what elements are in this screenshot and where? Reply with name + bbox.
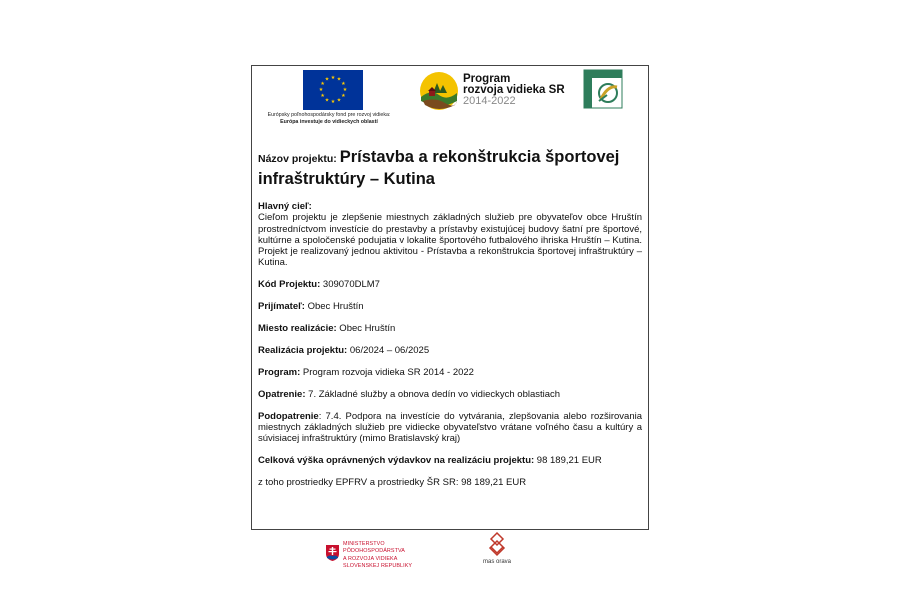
mas-orava-emblem-icon	[479, 530, 515, 560]
svg-text:★: ★	[320, 81, 325, 87]
code-value: 309070DLM7	[320, 279, 380, 291]
code-field	[258, 279, 642, 290]
svg-text:★: ★	[330, 75, 336, 81]
project-content	[258, 147, 642, 499]
prv-wordmark	[463, 74, 565, 107]
eu-fund-caption	[254, 112, 404, 126]
place-label: Miesto realizácie:	[258, 323, 337, 335]
header-logos	[252, 66, 648, 136]
svg-text:★: ★	[330, 99, 336, 105]
mas-orava-logo	[479, 530, 515, 574]
project-title	[258, 147, 642, 191]
project-poster	[251, 65, 649, 530]
mas-orava-label: mas orava	[482, 559, 511, 565]
measure-value: 7. Základné služby a obnova dedín vo vidieckych oblastiach	[305, 388, 561, 400]
period-field	[258, 345, 642, 356]
svg-text:★: ★	[324, 97, 330, 104]
prv-emblem-logo	[419, 71, 459, 111]
prv-line1: Program	[463, 73, 511, 85]
svg-text:★: ★	[318, 87, 324, 93]
submeasure-field	[258, 411, 642, 445]
recipient-label: Prijímateľ:	[258, 301, 305, 313]
prv-landscape-icon	[419, 71, 459, 111]
measure-field	[258, 389, 642, 400]
eu-stars-icon	[303, 70, 363, 110]
leader-emblem-icon	[583, 69, 623, 109]
prv-years: 2014-2022	[463, 95, 516, 107]
footer-logos	[0, 530, 900, 600]
sources-field	[258, 477, 642, 488]
submeasure-label: Podopatrenie	[258, 410, 319, 422]
program-value: Program rozvoja vidieka SR 2014 - 2022	[300, 366, 474, 378]
eu-flag-logo	[303, 70, 363, 110]
ministry-line1: MINISTERSTVO	[343, 541, 385, 547]
leader-logo	[583, 69, 623, 109]
sources-text: z toho prostriedky EPFRV a prostriedky ŠR SR: 98 189,21 EUR	[258, 477, 527, 489]
goal-text: Cieľom projektu je zlepšenie miestnych základných služieb pre obyvateľov obce Hruštín prostredníctvom investície do prestavby a prístavby existujúcej budovy šatní pre športové, kultúrne a spoločenské podujatia v lokalite športového futbalového ihriska Hruštín – Kutina. Projekt je realizovaný jednou aktivitou - Prístavba a rekonštrukcia športovej infraštruktúry – Kutina.	[258, 212, 642, 269]
period-value: 06/2024 – 06/2025	[347, 345, 430, 357]
recipient-field	[258, 301, 642, 312]
svg-text:★: ★	[320, 93, 325, 99]
svg-text:★: ★	[342, 87, 348, 93]
code-label: Kód Projektu:	[258, 279, 321, 291]
title-value: Prístavba a rekonštrukcia športovej infraštruktúry – Kutina	[258, 148, 620, 188]
total-label: Celková výška oprávnených výdavkov na realizáciu projektu:	[258, 455, 535, 467]
eu-caption-line2: Európa investuje do vidieckych oblastí	[280, 119, 378, 125]
ministry-line2: PÔDOHOSPODÁRSTVA	[343, 548, 406, 555]
measure-label: Opatrenie:	[258, 388, 306, 400]
place-field	[258, 323, 642, 334]
goal-field	[258, 201, 642, 269]
period-label: Realizácia projektu:	[258, 345, 348, 357]
ministry-line4: SLOVENSKEJ REPUBLIKY	[343, 562, 413, 569]
prv-line2: rozvoja vidieka SR	[463, 84, 565, 96]
ministry-name	[343, 541, 412, 570]
ministry-line3: A ROZVOJA VIDIEKA	[343, 555, 398, 562]
svg-text:★: ★	[341, 93, 346, 99]
ministry-logo	[326, 540, 486, 590]
svg-text:★: ★	[324, 76, 330, 83]
goal-label: Hlavný cieľ:	[258, 201, 312, 212]
program-field	[258, 367, 642, 378]
total-value: 98 189,21 EUR	[534, 455, 602, 467]
svg-text:★: ★	[336, 76, 342, 83]
slovak-crest-icon	[326, 545, 339, 561]
svg-text:★: ★	[341, 81, 346, 87]
svg-text:★: ★	[336, 97, 342, 104]
title-label: Názov projektu	[258, 153, 334, 165]
total-field	[258, 455, 642, 466]
eu-caption-line1: Európsky poľnohospodársky fond pre rozvoj vidieka:	[267, 112, 391, 118]
submeasure-value: : 7.4. Podpora na investície do vytvárania, zlepšovania alebo rozširovania miestnych základných služieb pre vidiecke obyvateľstvo vrátane voľného času a kultúry a súvisiacej infraštruktúry (mimo Bratislavský kraj)	[258, 410, 642, 445]
recipient-value: Obec Hruštín	[304, 301, 364, 313]
place-value: Obec Hruštín	[336, 323, 396, 335]
title-separator: :	[333, 153, 340, 165]
program-label: Program:	[258, 366, 301, 378]
